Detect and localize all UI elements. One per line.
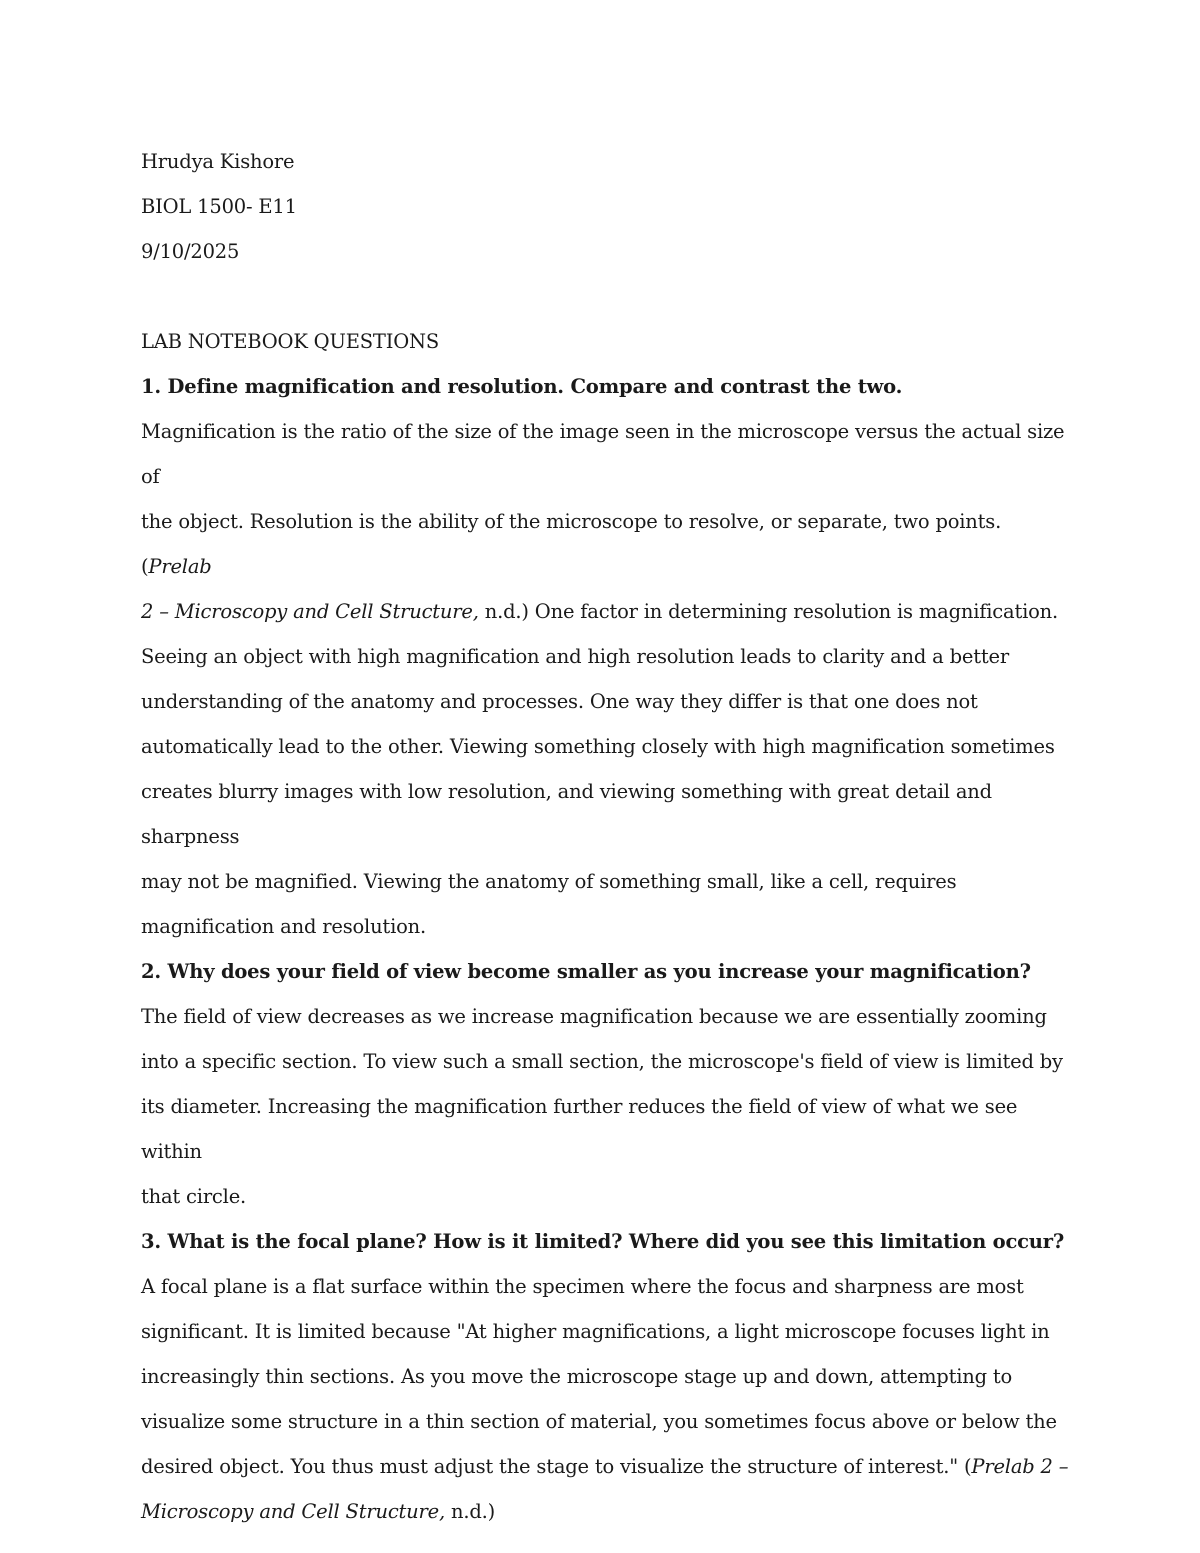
answer-3-line: A focal plane is a flat surface within the specimen where the focus and sharpness are most [141, 1275, 1024, 1298]
answer-3-text: n.d.) [445, 1500, 496, 1523]
answer-2-line: its diameter. Increasing the magnification further reduces the field of view of what we see within [141, 1095, 1018, 1163]
section-title: LAB NOTEBOOK QUESTIONS [141, 330, 440, 353]
answer-1-line: Magnification is the ratio of the size of the image seen in the microscope versus the actual size of [141, 420, 1065, 488]
answer-1-line [141, 499, 1071, 589]
citation-title: Microscopy and Cell Structure, [141, 1500, 446, 1523]
answer-3-line [141, 1444, 1071, 1489]
citation-title: Prelab 2 – [971, 1455, 1069, 1478]
student-name: Hrudya Kishore [141, 150, 295, 173]
citation-title: Prelab [148, 555, 212, 578]
answer-1-line: creates blurry images with low resolution, and viewing something with great detail and sharpness [141, 780, 992, 848]
answer-1-line: understanding of the anatomy and processes. One way they differ is that one does not [141, 690, 978, 713]
question-3: 3. What is the focal plane? How is it limited? Where did you see this limitation occur? [141, 1230, 1065, 1253]
citation-title: 2 – Microscopy and Cell Structure, [141, 600, 479, 623]
answer-3-line: significant. It is limited because "At higher magnifications, a light microscope focuses light in [141, 1320, 1050, 1343]
document-body [141, 139, 1071, 1534]
answer-3-line: visualize some structure in a thin section of material, you sometimes focus above or below the [141, 1410, 1057, 1433]
question-1: 1. Define magnification and resolution. Compare and contrast the two. [141, 375, 903, 398]
answer-3-line [141, 1489, 1071, 1534]
spacer [141, 274, 1071, 319]
answer-1-line: Seeing an object with high magnification and high resolution leads to clarity and a better [141, 645, 1009, 668]
answer-1-text: n.d.) One factor in determining resolution is magnification. [478, 600, 1059, 623]
answer-1-line [141, 589, 1071, 634]
answer-1-line: magnification and resolution. [141, 915, 427, 938]
answer-1-line: may not be magnified. Viewing the anatomy of something small, like a cell, requires [141, 870, 957, 893]
question-2: 2. Why does your field of view become smaller as you increase your magnification? [141, 960, 1031, 983]
answer-1-text: the object. Resolution is the ability of the microscope to resolve, or separate, two points. ( [141, 510, 1002, 578]
answer-3-line: increasingly thin sections. As you move the microscope stage up and down, attempting to [141, 1365, 1013, 1388]
course-code: BIOL 1500- E11 [141, 195, 297, 218]
document-date: 9/10/2025 [141, 240, 240, 263]
answer-2-line: that circle. [141, 1185, 247, 1208]
answer-3-text: desired object. You thus must adjust the stage to visualize the structure of interest." ( [141, 1455, 972, 1478]
answer-1-line: automatically lead to the other. Viewing something closely with high magnification sometimes [141, 735, 1055, 758]
answer-2-line: into a specific section. To view such a small section, the microscope's field of view is limited by [141, 1050, 1063, 1073]
answer-2-line: The field of view decreases as we increase magnification because we are essentially zooming [141, 1005, 1047, 1028]
